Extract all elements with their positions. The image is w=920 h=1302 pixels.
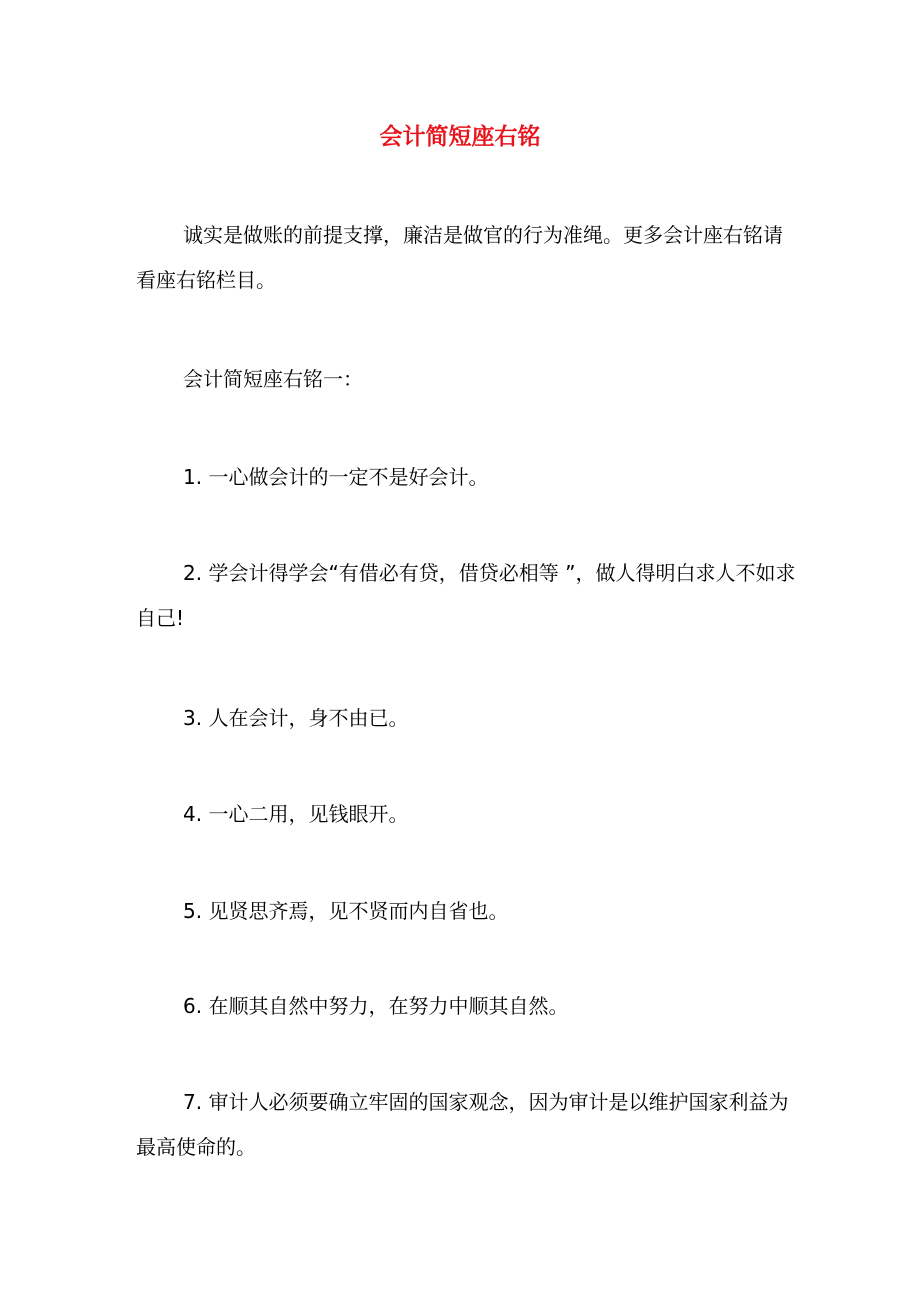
list-item-5: 5. 见贤思齐焉，见不贤而内自省也。: [183, 899, 509, 923]
list-item-7: 7. 审计人必须要确立牢固的国家观念，因为审计是以维护国家利益为最高使命的。: [136, 1090, 789, 1159]
list-item-3: 3. 人在会计，身不由已。: [183, 706, 409, 730]
list-item-4: 4. 一心二用，见钱眼开。: [183, 802, 409, 826]
list-item-2: 2. 学会计得学会“有借必有贷，借贷必相等 ”，做人得明白求人不如求自己!: [136, 561, 796, 630]
document-title: 会计简短座右铭: [379, 124, 541, 150]
section-heading: 会计简短座右铭一：: [183, 367, 363, 391]
list-item-1: 1. 一心做会计的一定不是好会计。: [183, 465, 489, 489]
intro-paragraph: 诚实是做账的前提支撑，廉洁是做官的行为准绳。更多会计座右铭请看座右铭栏目。: [136, 223, 783, 292]
list-item-6: 6. 在顺其自然中努力，在努力中顺其自然。: [183, 994, 569, 1018]
